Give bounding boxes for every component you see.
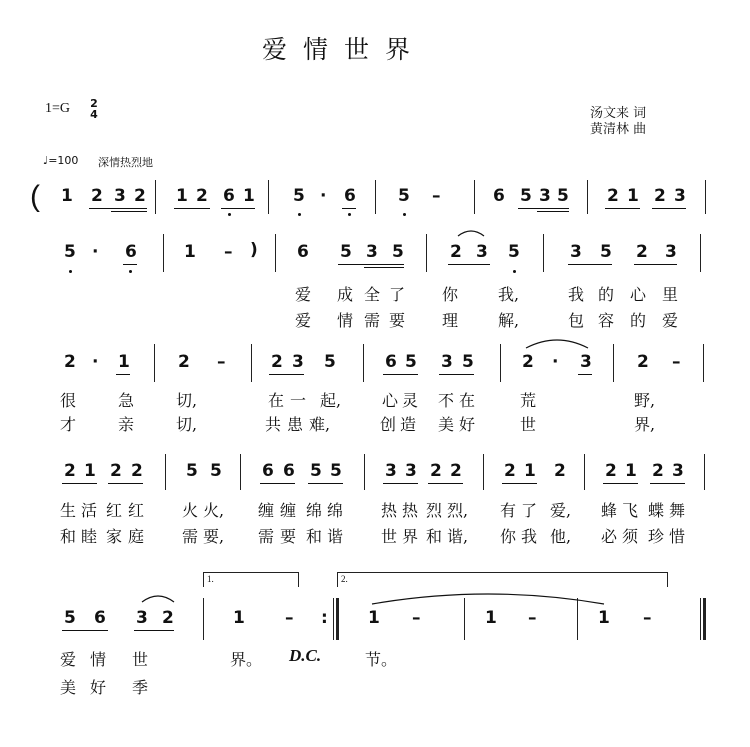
lyric: 爱 xyxy=(295,311,312,330)
lyric: 烈 xyxy=(426,501,443,520)
barline xyxy=(543,234,544,272)
note: 2 xyxy=(131,461,143,481)
lyric: 珍 xyxy=(648,527,665,546)
lyric: 他, xyxy=(550,527,572,546)
lyric: 谐, xyxy=(447,527,469,546)
lyric: 蜂 xyxy=(601,501,618,520)
note: 6 xyxy=(385,352,397,372)
lyric: 很 xyxy=(60,391,77,410)
barline xyxy=(240,454,241,490)
lyric: 世 xyxy=(520,415,537,434)
lyric: 了 xyxy=(389,285,406,304)
note: 2 xyxy=(64,352,76,372)
lyric: 必 xyxy=(601,527,618,546)
note: 2 xyxy=(504,461,516,481)
dot-extension: · xyxy=(92,242,99,262)
beam xyxy=(383,483,418,484)
beam xyxy=(89,208,147,209)
note: 5 xyxy=(462,352,474,372)
lyric: 蝶 xyxy=(648,501,665,520)
lyric: 在 xyxy=(459,391,476,410)
note: 2 xyxy=(522,352,534,372)
barline xyxy=(375,180,376,214)
barline xyxy=(500,344,501,382)
barline xyxy=(163,234,164,272)
barline xyxy=(203,598,204,640)
barline xyxy=(268,180,269,214)
beam xyxy=(269,374,304,375)
barline xyxy=(700,234,701,272)
beam xyxy=(448,264,490,265)
lyric: 包 xyxy=(568,311,585,330)
note: 2 xyxy=(430,461,442,481)
lyric: 须 xyxy=(622,527,639,546)
dash: – xyxy=(432,186,441,206)
lyric: 全 xyxy=(364,285,381,304)
note: 5 xyxy=(330,461,342,481)
barline xyxy=(363,344,364,382)
dash: – xyxy=(285,608,294,628)
note: 2 xyxy=(607,186,619,206)
tie xyxy=(370,590,606,606)
low-octave-dot xyxy=(69,270,72,273)
volta-1-bracket xyxy=(203,572,299,587)
note: 6 xyxy=(344,186,356,206)
note: 5 xyxy=(64,242,76,262)
note: 1 xyxy=(485,608,497,628)
beam xyxy=(439,374,474,375)
note: 1 xyxy=(368,608,380,628)
lyric: 不 xyxy=(438,391,455,410)
beam xyxy=(650,483,685,484)
lyric: 的 xyxy=(598,285,615,304)
barline xyxy=(474,180,475,214)
note: 2 xyxy=(605,461,617,481)
dash: – xyxy=(217,352,226,372)
close-paren: ) xyxy=(250,240,258,260)
lyric: 和 xyxy=(426,527,443,546)
beam xyxy=(62,483,97,484)
time-signature xyxy=(89,98,99,120)
lyric: 野, xyxy=(634,391,656,410)
note: 5 xyxy=(398,186,410,206)
open-paren: ( xyxy=(30,180,40,213)
lyric: 界。 xyxy=(230,650,263,669)
note: 2 xyxy=(196,186,208,206)
note: 1 xyxy=(625,461,637,481)
low-octave-dot xyxy=(228,213,231,216)
note: 2 xyxy=(450,461,462,481)
lyric: 热 xyxy=(381,501,398,520)
beam xyxy=(603,483,638,484)
lyric: 爱 xyxy=(295,285,312,304)
dot-extension: · xyxy=(320,186,327,206)
note: 5 xyxy=(600,242,612,262)
note: 5 xyxy=(64,608,76,628)
note: 3 xyxy=(385,461,397,481)
key-signature: 1=G xyxy=(45,101,71,116)
lyric: 界, xyxy=(634,415,656,434)
note: 6 xyxy=(283,461,295,481)
slur xyxy=(524,334,590,350)
beam xyxy=(518,208,569,209)
barline xyxy=(613,344,614,382)
dash: – xyxy=(412,608,421,628)
lyric: 你 xyxy=(442,285,459,304)
lyric: 美 xyxy=(60,678,77,697)
note: 1 xyxy=(627,186,639,206)
beam xyxy=(605,208,640,209)
beam xyxy=(221,208,255,209)
lyric: 缠 xyxy=(280,501,297,520)
note: 1 xyxy=(233,608,245,628)
lyric: 情 xyxy=(337,311,354,330)
lyric: 爱 xyxy=(662,311,679,330)
note: 6 xyxy=(94,608,106,628)
lyric: 好 xyxy=(459,415,476,434)
note: 5 xyxy=(340,242,352,262)
lyric: 世 xyxy=(132,650,149,669)
lyric: 生 xyxy=(60,501,77,520)
tempo-mark: ♩=100 xyxy=(43,154,79,167)
volta-2-bracket xyxy=(337,572,668,587)
lyric: 节。 xyxy=(365,650,398,669)
lyric: 火, xyxy=(203,501,225,520)
lyric: 红 xyxy=(128,501,145,520)
beam xyxy=(116,374,130,375)
note: 2 xyxy=(554,461,566,481)
beam xyxy=(342,208,356,209)
low-octave-dot xyxy=(298,213,301,216)
note: 3 xyxy=(136,608,148,628)
lyric: 起, xyxy=(320,391,342,410)
note: 2 xyxy=(134,186,146,206)
note: 3 xyxy=(366,242,378,262)
beam xyxy=(502,483,537,484)
expression-mark: 深情热烈地 xyxy=(98,156,153,169)
lyric: 在 xyxy=(268,391,285,410)
lyric: 的 xyxy=(630,311,647,330)
beam xyxy=(537,211,569,212)
note: 3 xyxy=(672,461,684,481)
beam xyxy=(338,264,404,265)
slur xyxy=(140,590,176,604)
dash: – xyxy=(224,242,233,262)
lyric: 和 xyxy=(306,527,323,546)
note: 5 xyxy=(520,186,532,206)
lyric: 爱 xyxy=(60,650,77,669)
lyric: 缠 xyxy=(258,501,275,520)
lyric: 需 xyxy=(182,527,199,546)
dot-extension: · xyxy=(552,352,559,372)
lyric: 活 xyxy=(81,501,98,520)
lyric: 荒 xyxy=(520,391,537,410)
low-octave-dot xyxy=(129,270,132,273)
lyric: 红 xyxy=(106,501,123,520)
lyric: 了 xyxy=(521,501,538,520)
volta-2-label: 2. xyxy=(341,574,348,584)
lyric: 心 xyxy=(630,285,647,304)
composer-credit: 黄清林 曲 xyxy=(590,122,647,137)
beam xyxy=(260,483,295,484)
note: 6 xyxy=(223,186,235,206)
dc-marking: D.C. xyxy=(289,646,322,665)
barline xyxy=(154,344,155,382)
note: 2 xyxy=(637,352,649,372)
volta-1-label: 1. xyxy=(207,574,214,584)
repeat-dots: : xyxy=(321,608,328,628)
beam xyxy=(174,208,210,209)
lyric: 惜 xyxy=(669,527,686,546)
note: 3 xyxy=(441,352,453,372)
note: 1 xyxy=(84,461,96,481)
note: 3 xyxy=(476,242,488,262)
lyricist-credit: 汤文来 词 xyxy=(590,106,647,121)
note: 5 xyxy=(293,186,305,206)
lyric: 造 xyxy=(400,415,417,434)
note: 3 xyxy=(570,242,582,262)
dot-extension: · xyxy=(92,352,99,372)
note: 5 xyxy=(392,242,404,262)
lyric: 和 xyxy=(60,527,77,546)
dash: – xyxy=(528,608,537,628)
song-title: 爱情世界 xyxy=(262,35,427,64)
barline xyxy=(364,454,365,490)
lyric: 切, xyxy=(176,391,198,410)
note: 1 xyxy=(598,608,610,628)
lyric: 家 xyxy=(106,527,123,546)
note: 1 xyxy=(61,186,73,206)
note: 6 xyxy=(125,242,137,262)
beam xyxy=(111,211,147,212)
note: 3 xyxy=(539,186,551,206)
lyric: 灵 xyxy=(402,391,419,410)
lyric: 容 xyxy=(598,311,615,330)
note: 6 xyxy=(297,242,309,262)
note: 2 xyxy=(64,461,76,481)
note: 2 xyxy=(162,608,174,628)
lyric: 难, xyxy=(309,415,331,434)
barline xyxy=(587,180,588,214)
beam xyxy=(428,483,463,484)
barline xyxy=(703,344,704,382)
barline xyxy=(426,234,427,272)
beam xyxy=(364,267,404,268)
lyric: 要 xyxy=(280,527,297,546)
lyric: 理 xyxy=(442,311,459,330)
note: 2 xyxy=(654,186,666,206)
lyric: 季 xyxy=(132,678,149,697)
lyric: 需 xyxy=(258,527,275,546)
note: 2 xyxy=(636,242,648,262)
dash: – xyxy=(643,608,652,628)
lyric: 需 xyxy=(364,311,381,330)
note: 2 xyxy=(271,352,283,372)
lyric: 我 xyxy=(568,285,585,304)
lyric: 世 xyxy=(381,527,398,546)
note: 1 xyxy=(118,352,130,372)
beam xyxy=(652,208,686,209)
barline xyxy=(483,454,484,490)
beam xyxy=(134,630,174,631)
note: 6 xyxy=(493,186,505,206)
lyric: 庭 xyxy=(128,527,145,546)
lyric: 里 xyxy=(662,285,679,304)
lyric: 患 xyxy=(287,415,304,434)
lyric: 情 xyxy=(90,650,107,669)
lyric: 爱, xyxy=(550,501,572,520)
lyric: 飞 xyxy=(622,501,639,520)
barline xyxy=(251,344,252,382)
beam xyxy=(578,374,592,375)
lyric: 烈, xyxy=(447,501,469,520)
note: 3 xyxy=(674,186,686,206)
note: 5 xyxy=(508,242,520,262)
low-octave-dot xyxy=(513,270,516,273)
note: 1 xyxy=(184,242,196,262)
lyric: 共 xyxy=(265,415,282,434)
beam xyxy=(62,630,108,631)
lyric: 谐 xyxy=(327,527,344,546)
barline xyxy=(704,454,705,490)
lyric: 界 xyxy=(402,527,419,546)
time-signature-bottom: 4 xyxy=(90,108,98,121)
lyric: 一 xyxy=(290,391,307,410)
note: 5 xyxy=(186,461,198,481)
note: 2 xyxy=(652,461,664,481)
repeat-barline-thin xyxy=(333,598,334,640)
note: 5 xyxy=(210,461,222,481)
lyric: 要, xyxy=(203,527,225,546)
lyric: 亲 xyxy=(118,415,135,434)
lyric: 火 xyxy=(182,501,199,520)
lyric: 急 xyxy=(118,391,135,410)
note: 3 xyxy=(405,461,417,481)
lyric: 美 xyxy=(438,415,455,434)
barline xyxy=(155,180,156,214)
note: 2 xyxy=(178,352,190,372)
time-signature-top: 2 xyxy=(90,97,98,110)
beam xyxy=(383,374,418,375)
note: 2 xyxy=(450,242,462,262)
lyric: 要 xyxy=(389,311,406,330)
beam xyxy=(634,264,677,265)
note: 5 xyxy=(310,461,322,481)
low-octave-dot xyxy=(403,213,406,216)
repeat-barline-thick xyxy=(336,598,339,640)
beam xyxy=(568,264,612,265)
note: 1 xyxy=(524,461,536,481)
lyric: 睦 xyxy=(81,527,98,546)
final-barline-thick xyxy=(703,598,706,640)
note: 3 xyxy=(665,242,677,262)
beam xyxy=(308,483,343,484)
lyric: 你 xyxy=(500,527,517,546)
barline xyxy=(705,180,706,214)
note: 3 xyxy=(580,352,592,372)
note: 5 xyxy=(324,352,336,372)
barline xyxy=(165,454,166,490)
lyric: 好 xyxy=(90,678,107,697)
lyric: 解, xyxy=(498,311,520,330)
beam xyxy=(108,483,143,484)
lyric: 热 xyxy=(402,501,419,520)
lyric: 创 xyxy=(380,415,397,434)
beam xyxy=(123,264,137,265)
lyric: 切, xyxy=(176,415,198,434)
note: 5 xyxy=(405,352,417,372)
lyric: 才 xyxy=(60,415,77,434)
barline xyxy=(584,454,585,490)
final-barline-thin xyxy=(700,598,701,640)
note: 1 xyxy=(176,186,188,206)
note: 1 xyxy=(243,186,255,206)
lyric: 绵 xyxy=(306,501,323,520)
slur xyxy=(456,226,486,238)
lyric: 成 xyxy=(337,285,354,304)
low-octave-dot xyxy=(348,213,351,216)
lyric: 我 xyxy=(521,527,538,546)
lyric: 绵 xyxy=(327,501,344,520)
lyric: 心 xyxy=(382,391,399,410)
note: 2 xyxy=(91,186,103,206)
dash: – xyxy=(672,352,681,372)
lyric: 舞 xyxy=(669,501,686,520)
lyric: 我, xyxy=(498,285,520,304)
note: 3 xyxy=(292,352,304,372)
note: 2 xyxy=(110,461,122,481)
barline xyxy=(275,234,276,272)
note: 6 xyxy=(262,461,274,481)
lyric: 有 xyxy=(500,501,517,520)
note: 3 xyxy=(114,186,126,206)
note: 5 xyxy=(557,186,569,206)
